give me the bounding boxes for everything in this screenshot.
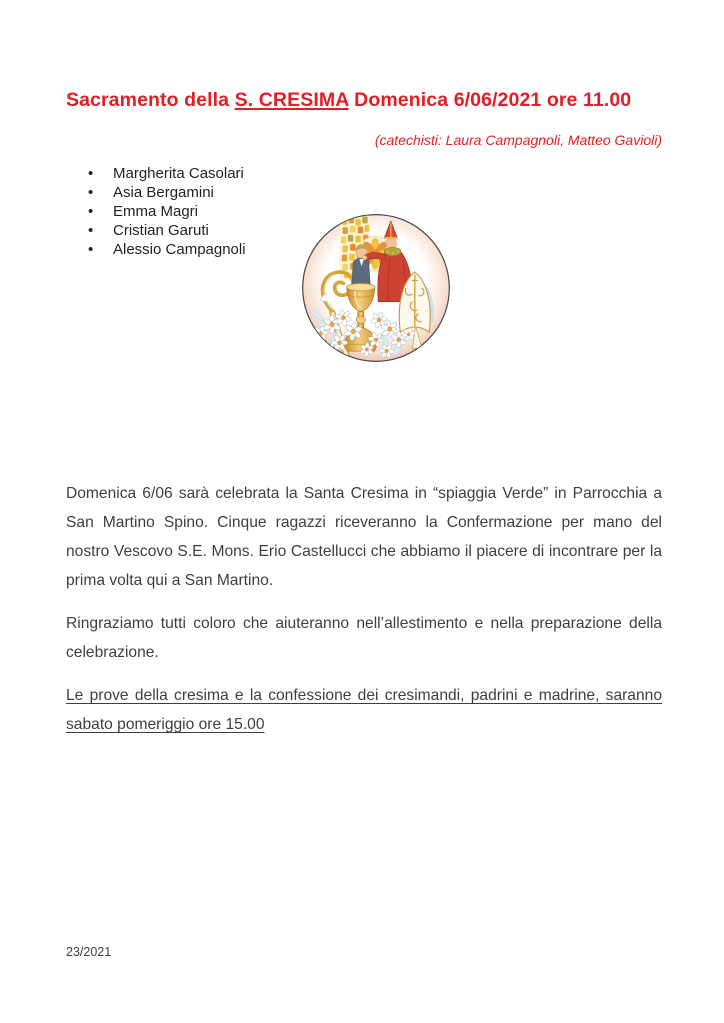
candidate-list-item: • Margherita Casolari [88, 164, 246, 183]
paragraph-rehearsal-underlined: Le prove della cresima e la confessione dei cresimandi, padrini e madrine, saranno sabato pomeriggio ore 15.00 [66, 687, 662, 733]
candidate-list-item: • Asia Bergamini [88, 183, 246, 202]
candidate-list-item: • Cristian Garuti [88, 221, 246, 240]
catechists-line: (catechisti: Laura Campagnoli, Matteo Gavioli) [374, 132, 662, 148]
heading-suffix: Domenica 6/06/2021 ore 11.00 [348, 89, 632, 111]
paragraph-announcement: Domenica 6/06 sarà celebrata la Santa Cresima in “spiaggia Verde” in Parrocchia a San Martino Spino. Cinque ragazzi riceveranno la Confermazione per mano del nostro Vescovo S.E. Mons. Erio Castellucci che abbiamo il piacere di incontrare per la prima volta qui a San Martino. [66, 485, 662, 589]
page-title [66, 88, 676, 112]
heading-underlined: S. CRESIMA [234, 89, 349, 111]
body-text [66, 479, 662, 753]
page-number: 23/2021 [66, 945, 112, 959]
paragraph-thanks: Ringraziamo tutti coloro che aiuteranno nell’allestimento e nella preparazione della celebrazione. [66, 615, 662, 661]
confirmation-artwork-svg [300, 212, 452, 364]
confirmation-illustration [300, 212, 452, 364]
candidates-list [88, 164, 246, 259]
heading-prefix: Sacramento della [66, 89, 235, 111]
candidate-list-item: • Alessio Campagnoli [88, 240, 246, 259]
candidate-list-item: • Emma Magri [88, 202, 246, 221]
